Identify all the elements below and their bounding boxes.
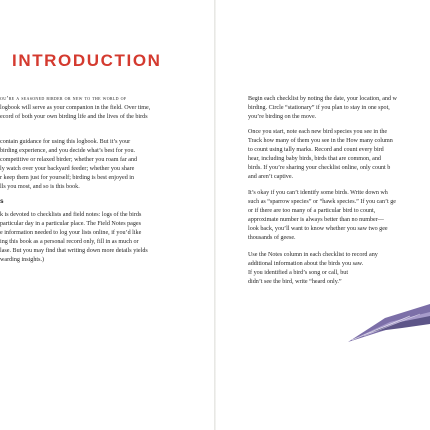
body-line-5: Once you start, note each new bird species you see in the — [248, 129, 388, 135]
intro-line-9: r keep them just for yourself; birding is best enjoyed in — [0, 175, 135, 181]
body-line-8: hear, including baby birds, birds that are common, and — [248, 156, 381, 162]
body-line-21: If you identified a bird’s song or call, but — [248, 270, 349, 276]
body-line-6: Track how many of them you see in the How many column — [248, 138, 393, 144]
body-line-2: birding. Circle “stationary” if you plan to stay in one spot, — [248, 105, 390, 111]
intro-line-3: ecord of both your own birding life and the lives of the birds — [0, 114, 148, 120]
page-title: INTRODUCTION — [12, 51, 162, 70]
body-line-7: to count using tally marks. Record and count every bird — [248, 147, 384, 153]
intro-line-13: k is devoted to checklists and field notes: logs of the birds — [0, 212, 142, 218]
left-page — [0, 0, 214, 430]
body-line-10: and aren’t captive. — [248, 174, 294, 180]
intro-line-15: e information needed to log your lists online, if you’d like — [0, 230, 142, 236]
body-line-15: approximate number is always better than no number— — [248, 217, 384, 223]
body-line-20: additional information about the birds you saw. — [248, 261, 364, 267]
intro-line-5: contain guidance for using this logbook. But it’s your — [0, 139, 131, 145]
intro-line-10: lls you most, and so is this book. — [0, 184, 80, 190]
body-line-14: or if there are too many of a particular bird to count, — [248, 208, 376, 214]
intro-line-17: lase. But you may find that writing down more details yields — [0, 248, 148, 254]
intro-line-1: ou’re a seasoned birder or new to the world of — [0, 96, 127, 102]
body-line-13: such as “sparrow species” or “hawk species.” If you can’t ge — [248, 199, 396, 205]
body-line-22: didn’t see the bird, write “heard only.” — [248, 279, 342, 285]
body-line-16: look back, you’ll want to know whether you saw two gee — [248, 226, 388, 232]
intro-line-2: logbook will serve as your companion in the field. Over time, — [0, 105, 151, 111]
intro-line-18: warding insights.) — [0, 257, 45, 263]
intro-line-7: competitive or relaxed birder; whether you roam far and — [0, 157, 138, 163]
body-line-17: thousands of geese. — [248, 235, 296, 241]
body-line-1: Begin each checklist by noting the date, your location, and w — [248, 96, 397, 102]
intro-line-14: particular day in a particular place. The Field Notes pages — [0, 221, 142, 227]
right-page — [216, 0, 430, 430]
body-line-3: you’re birding on the move. — [248, 114, 317, 120]
bird-illustration — [330, 298, 430, 348]
intro-line-6: birding experience, and you decide what’s best for you. — [0, 148, 136, 154]
section-heading: s — [0, 198, 4, 205]
intro-line-16: ing this book as a personal record only, fill in as much or — [0, 239, 139, 245]
intro-line-8: ly watch over your backyard feeder; whether you share — [0, 166, 135, 172]
body-line-9: birds. If you’re sharing your checklist online, only count b — [248, 165, 391, 171]
body-line-12: It’s okay if you can’t identify some birds. Write down wh — [248, 190, 388, 196]
body-line-19: Use the Notes column in each checklist to record any — [248, 252, 378, 258]
